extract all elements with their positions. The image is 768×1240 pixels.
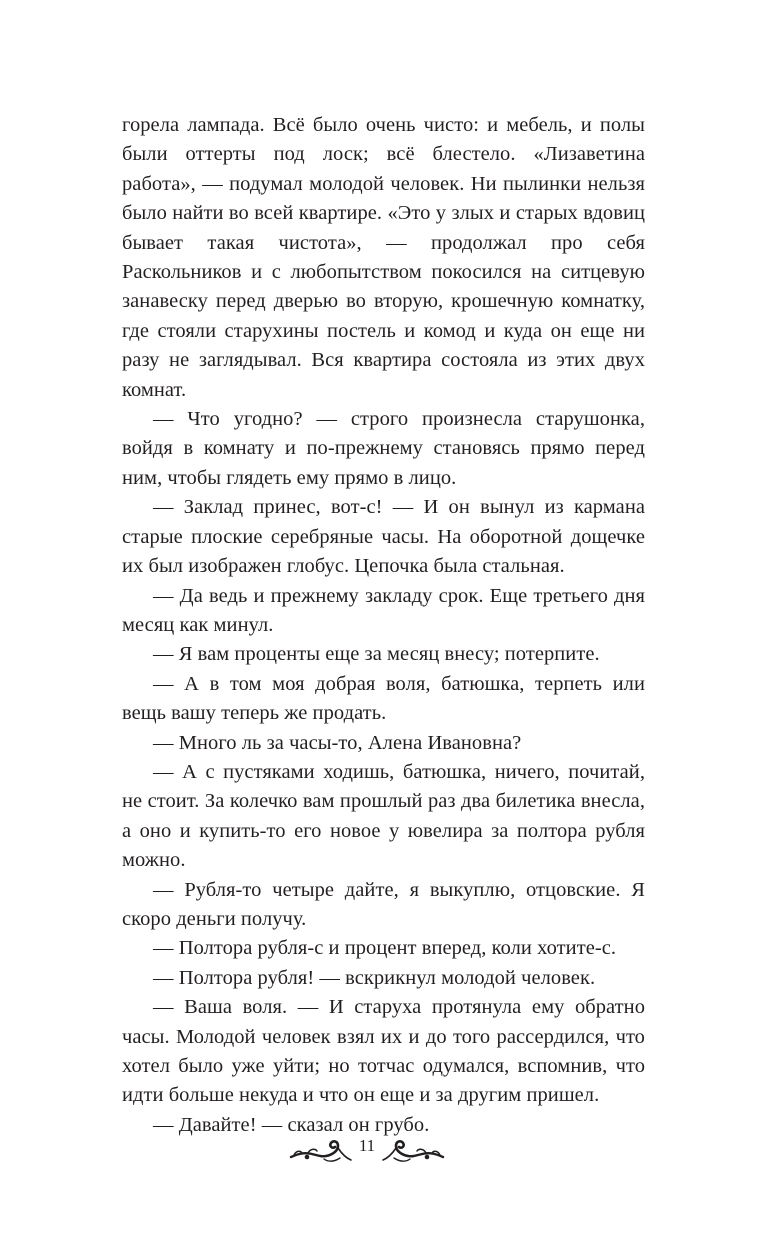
paragraph: — Что угодно? — строго произнесла старушонка, войдя в комнату и по-прежнему становясь прямо перед ним, чтобы глядеть ему прямо в лицо. [122, 408, 645, 489]
paragraph: — Много ль за часы-то, Алена Ивановна? [153, 731, 522, 754]
paragraph: — Да ведь и прежнему закладу срок. Еще третьего дня месяц как минул. [122, 584, 645, 636]
paragraph: горела лампада. Всё было очень чисто: и мебель, и полы были оттерты под лоск; всё блестело. «Лизаветина работа», — подумал молодой человек. Ни пылинки нельзя было найти во всей квартире. «Это у злых и старых вдовиц бывает такая чистота», — продолжал про себя Раскольников и с любопытством покосился на ситцевую занавеску перед дверью во вторую, крошечную комнатку, где стояли старухины постель и комод и куда он еще ни разу не заглядывал. Вся квартира состояла из этих двух комнат. [122, 114, 645, 401]
paragraph: — Полтора рубля-с и процент вперед, коли хотите-с. [153, 937, 617, 960]
paragraph: — Я вам проценты еще за месяц внесу; потерпите. [153, 643, 600, 666]
paragraph: — А с пустяками ходишь, батюшка, ничего, почитай, не стоит. За колечко вам прошлый раз два билетика внесла, а оно и купить-то его новое у ювелира за полтора рубля можно. [122, 760, 645, 872]
scroll-flourish-left-icon [288, 1136, 354, 1166]
paragraph: — Рубля-то четыре дайте, я выкуплю, отцовские. Я скоро деньги получу. [122, 878, 645, 930]
paragraph: — Ваша воля. — И старуха протянула ему обратно часы. Молодой человек взял их и до того рассердился, что хотел было уже уйти; но тотчас одумался, вспомнив, что идти больше некуда и что он еще и за другим пришел. [122, 996, 645, 1107]
page-number: 11 [358, 1136, 376, 1155]
paragraph: — Полтора рубля! — вскрикнул молодой человек. [153, 966, 596, 989]
scroll-flourish-right-icon [380, 1136, 446, 1166]
body-text [122, 111, 645, 1140]
page-footer [0, 1124, 768, 1174]
paragraph: — А в том моя добрая воля, батюшка, терпеть или вещь вашу теперь же продать. [122, 672, 645, 725]
paragraph: — Давайте! — сказал он грубо. [153, 1113, 430, 1136]
paragraph: — Заклад принес, вот-с! — И он вынул из кармана старые плоские серебряные часы. На оборотной дощечке их был изображен глобус. Цепочка была стальная. [122, 496, 645, 578]
